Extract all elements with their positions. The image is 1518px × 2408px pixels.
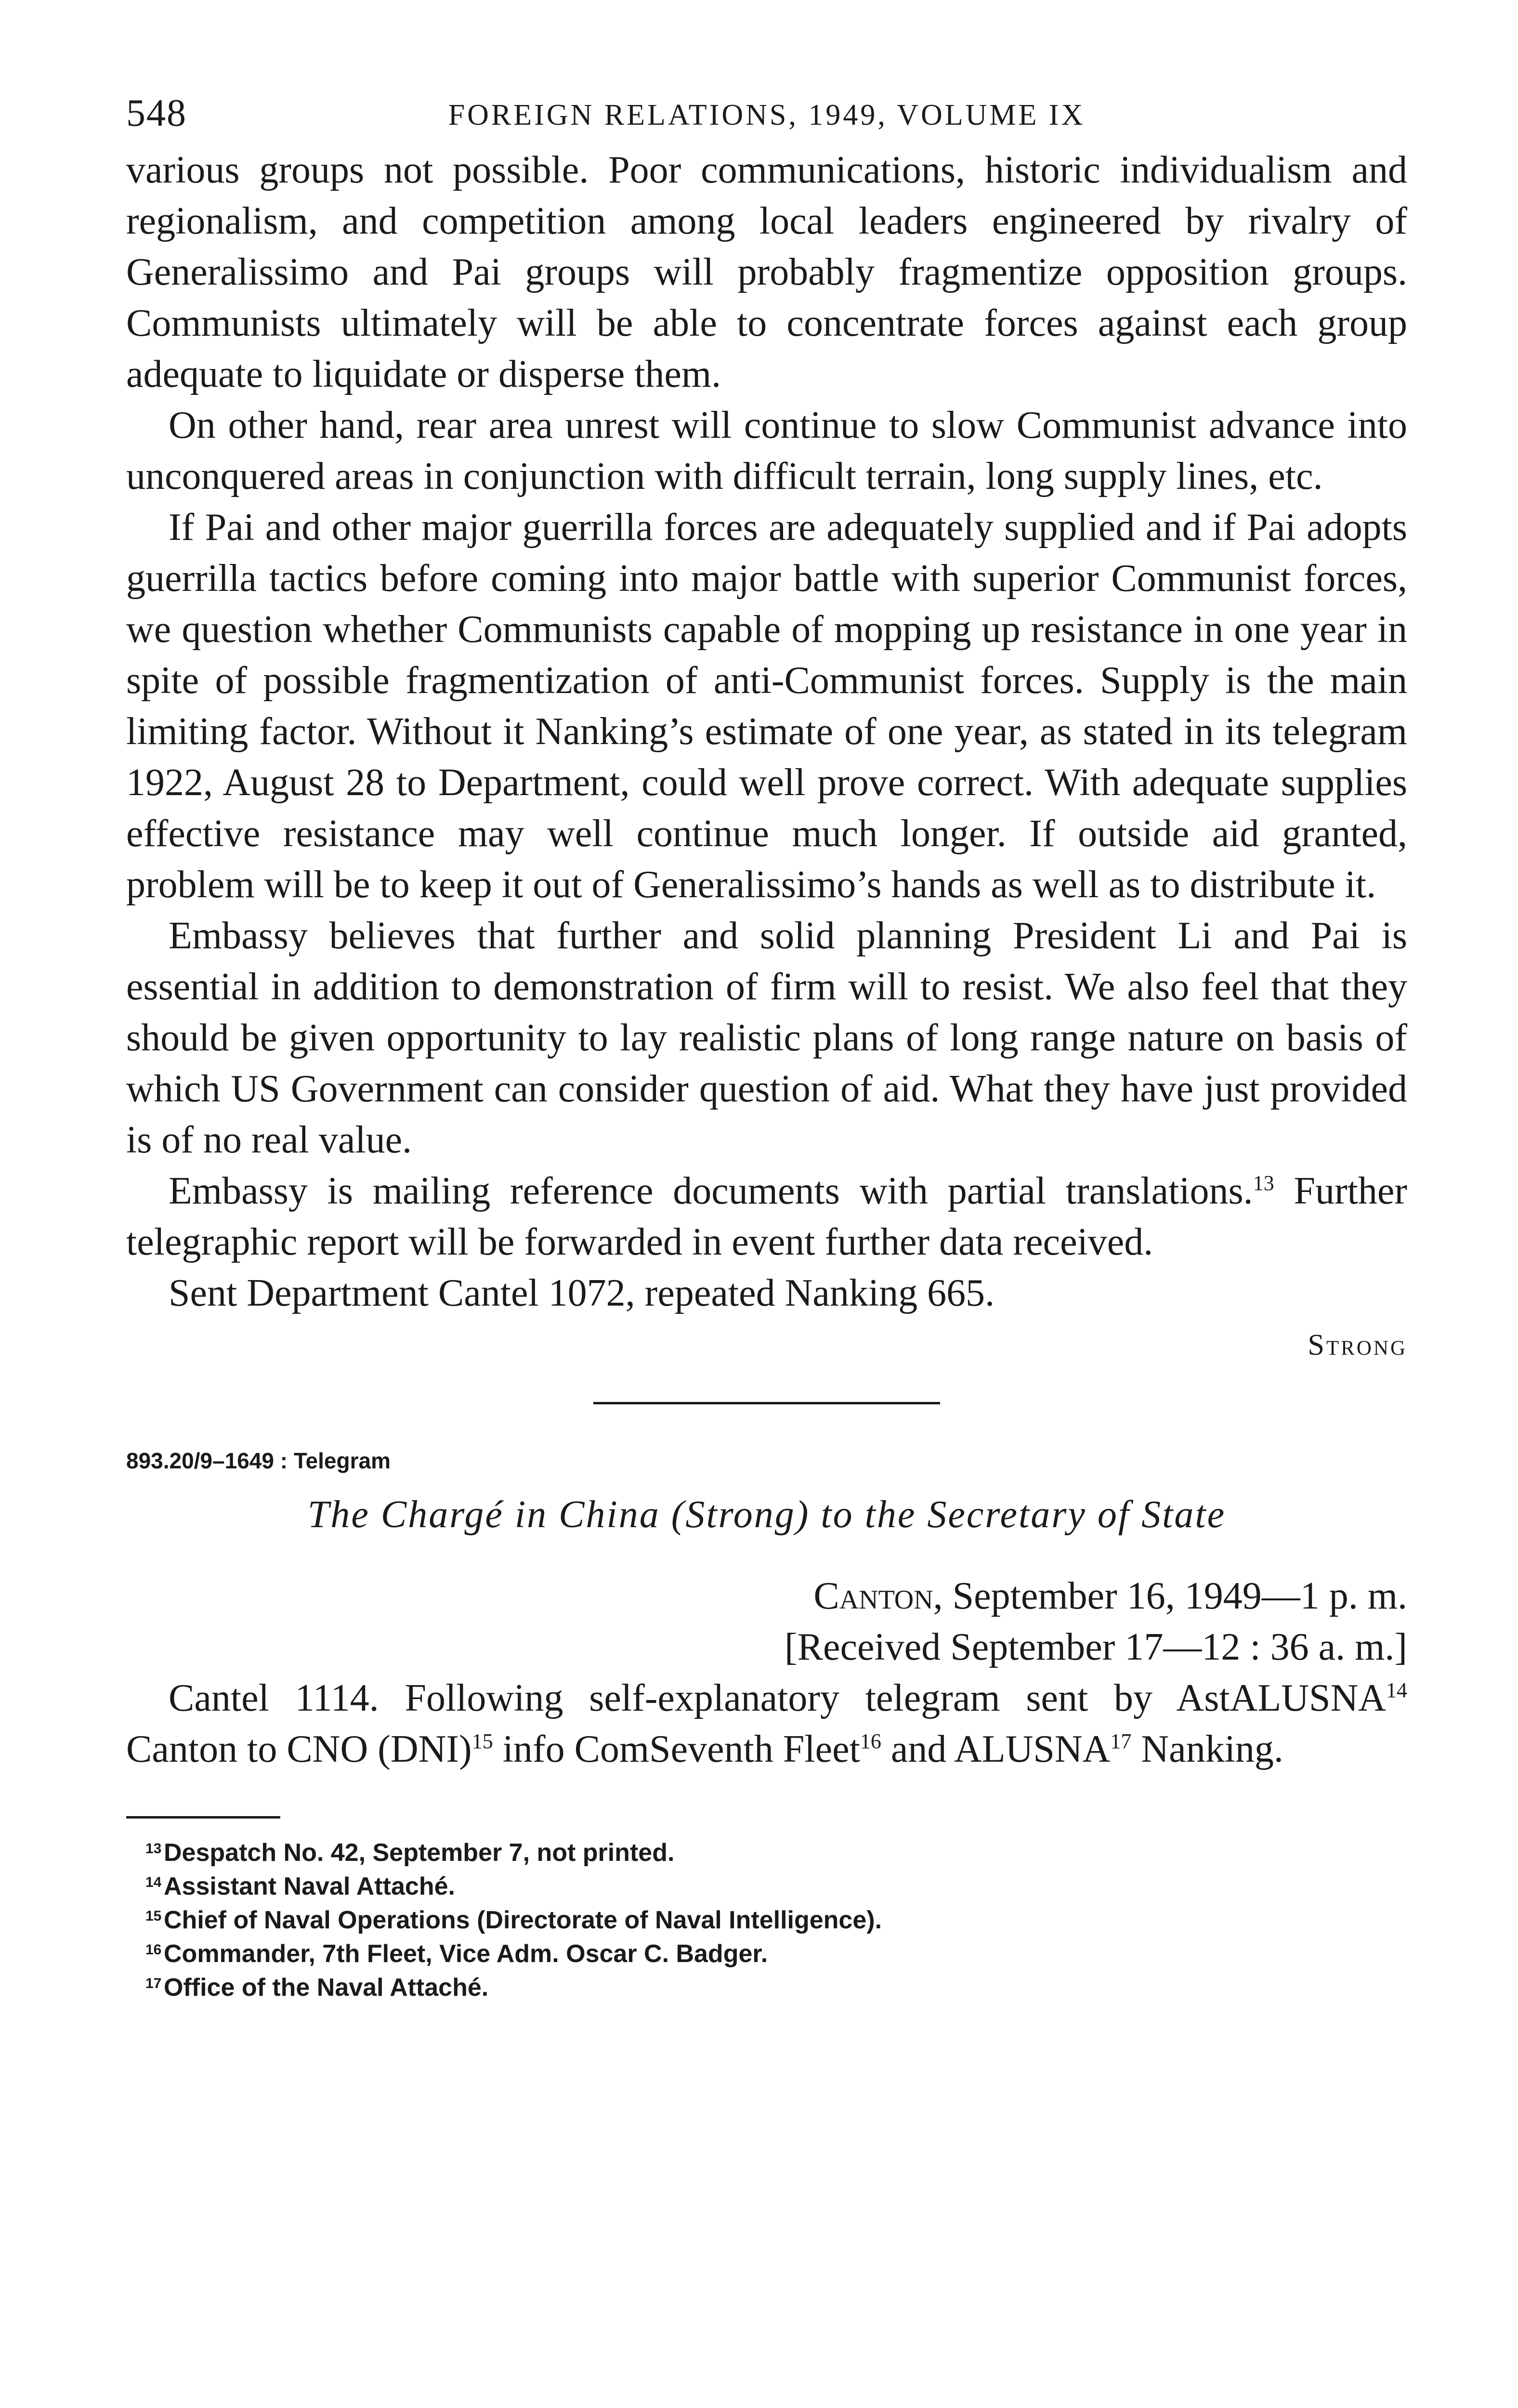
paragraph-2: On other hand, rear area unrest will continue to slow Communist advance into unconquered areas in conjunction with difficult terrain, long supply lines, etc. — [126, 404, 1407, 497]
footnote-divider — [126, 1816, 280, 1819]
footnote-text: Commander, 7th Fleet, Vice Adm. Oscar C. Badger. — [164, 1940, 768, 1968]
paragraph-5-tail: Further telegraphic report will be forwarded in event further data received. — [126, 1170, 1407, 1263]
footnote-number: 17 — [145, 1976, 162, 1991]
dateline — [126, 1570, 1407, 1622]
footnote-ref-14[interactable]: 14 — [1386, 1678, 1407, 1702]
paragraph-cantel-1114 — [126, 1673, 1407, 1775]
footnote-ref-15[interactable]: 15 — [471, 1729, 493, 1753]
dateline-city: Canton, — [813, 1575, 943, 1617]
footnote-text: Office of the Naval Attaché. — [164, 1974, 489, 2002]
section-divider — [593, 1402, 940, 1404]
footnote-number: 16 — [145, 1942, 162, 1958]
text-c: info ComSeventh Fleet — [493, 1728, 860, 1770]
section-one-body — [126, 144, 1407, 1319]
signature-strong: Strong — [1308, 1329, 1407, 1361]
footnote-15 — [126, 1903, 1407, 1937]
paragraph-5 — [126, 1165, 1407, 1268]
footnote-ref-13[interactable]: 13 — [1253, 1171, 1274, 1195]
paragraph-1: various groups not possible. Poor communications, historic individualism and regionalism, and competition among local leaders engineered by rivalry of Generalissimo and Pai groups will probably fragmentize opposition groups. Communists ultimately will be able to concentrate forces against each group adequate to liquidate or disperse them. — [126, 149, 1407, 395]
paragraph-6: Sent Department Cantel 1072, repeated Nanking 665. — [169, 1272, 995, 1314]
section-two-body — [126, 1673, 1407, 1775]
text-e: Nanking. — [1131, 1728, 1283, 1770]
footnote-text: Assistant Naval Attaché. — [164, 1872, 455, 1900]
footnote-text: Chief of Naval Operations (Directorate of Naval Intelligence). — [164, 1906, 882, 1934]
received-line: [Received September 17—12 : 36 a. m.] — [785, 1626, 1407, 1668]
document-title: The Chargé in China (Strong) to the Secretary of State — [307, 1493, 1226, 1536]
footnote-17 — [126, 1971, 1407, 2004]
dateline-date: September 16, 1949—1 p. m. — [942, 1575, 1407, 1617]
footnote-text: Despatch No. 42, September 7, not printed. — [164, 1839, 675, 1867]
footnote-ref-16[interactable]: 16 — [860, 1729, 881, 1753]
footnote-13 — [126, 1836, 1407, 1870]
footnote-number: 15 — [145, 1908, 162, 1924]
file-number: 893.20/9–1649 : Telegram — [126, 1448, 391, 1473]
footnote-ref-17[interactable]: 17 — [1110, 1729, 1132, 1753]
text-a: Cantel 1114. Following self-explanatory telegram sent by AstALUSNA — [169, 1677, 1386, 1719]
document-page — [126, 92, 1407, 2004]
text-b: Canton to CNO (DNI) — [126, 1728, 472, 1770]
footnote-number: 14 — [145, 1874, 162, 1890]
paragraph-3: If Pai and other major guerrilla forces are adequately supplied and if Pai adopts guerrilla tactics before coming into major battle with superior Communist forces, we question whether Communists capable of mopping up resistance in one year in spite of possible fragmentization of anti-Communist forces. Supply is the main limiting factor. Without it Nanking’s estimate of one year, as stated in its telegram 1922, August 28 to Department, could well prove correct. With adequate supplies effective resistance may well continue much longer. If outside aid granted, problem will be to keep it out of Generalissimo’s hands as well as to distribute it. — [126, 506, 1407, 906]
footnote-number: 13 — [145, 1841, 162, 1857]
paragraph-4: Embassy believes that further and solid planning President Li and Pai is essential in addition to demonstration of firm will to resist. We also feel that they should be given opportunity to lay realistic plans of long range nature on basis of which US Government can consider question of aid. What they have just provided is of no real value. — [126, 915, 1407, 1161]
text-d: and ALUSNA — [881, 1728, 1111, 1770]
running-head — [126, 92, 1407, 144]
running-title: FOREIGN RELATIONS, 1949, VOLUME IX — [448, 99, 1086, 131]
footnote-16 — [126, 1937, 1407, 1971]
footnote-14 — [126, 1870, 1407, 1903]
page-number: 548 — [126, 92, 187, 134]
paragraph-5-text: Embassy is mailing reference documents with partial translations. — [169, 1170, 1253, 1212]
footnotes — [126, 1836, 1407, 2004]
